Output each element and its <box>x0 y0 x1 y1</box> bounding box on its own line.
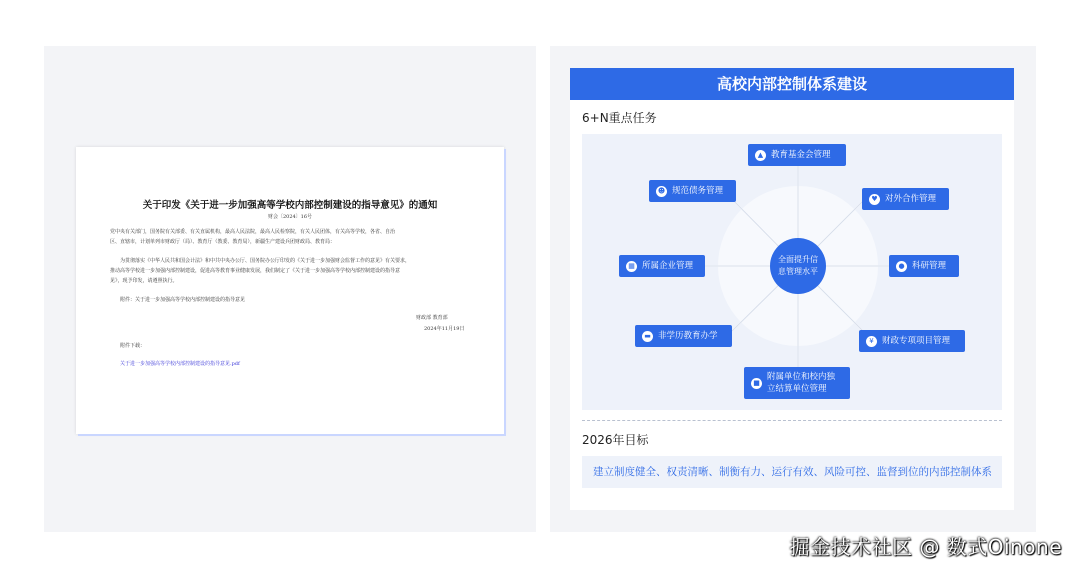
watermark: 掘金技术社区 @ 数式Oinone <box>789 535 1062 559</box>
document-panel <box>44 46 536 532</box>
document-date: 2024年11月19日 <box>424 326 465 332</box>
infographic-card <box>570 68 1014 510</box>
task-node-research: ● 科研管理 <box>889 255 959 277</box>
task-node-enterprises: ▦ 所属企业管理 <box>619 255 705 277</box>
goal-statement: 建立制度健全、权责清晰、制衡有力、运行有效、风险可控、监督到位的内部控制体系 <box>582 456 1002 488</box>
recipients-line-1: 党中央有关部门，国务院有关部委、有关直属机构，最高人民法院，最高人民检察院，有关人民团体，有关高等学校，各省、自治 <box>110 229 396 235</box>
body-line-1: 为贯彻落实《中华人民共和国会计法》和中共中央办公厅、国务院办公厅印发的《关于进一步加强财会监督工作的意见》有关要求， <box>120 258 411 264</box>
enterprise-icon: ▦ <box>626 261 637 272</box>
center-goal <box>770 238 826 294</box>
section-2026-goal-title: 2026年目标 <box>582 433 649 447</box>
infographic-title: 高校内部控制体系建设 <box>570 68 1014 100</box>
task-node-affiliated-units: ■ 附属单位和校内独 立结算单位管理 <box>744 367 850 399</box>
money-bag-icon: ¥ <box>866 336 877 347</box>
people-icon: ☻ <box>657 186 666 195</box>
microscope-icon: ● <box>896 261 907 272</box>
section-key-tasks-title: 6+N重点任务 <box>582 111 657 125</box>
task-diagram <box>582 134 1002 410</box>
task-node-special-funds: ¥ 财政专项项目管理 <box>859 330 965 352</box>
task-node-debt: ☻ 规范债务管理 <box>649 180 736 202</box>
download-label: 附件下载： <box>120 343 146 349</box>
body-line-2: 推动高等学校进一步加强内部控制建设，促进高等教育事业健康发展，我们制定了《关于进一步加强高等学校内部控制建设的指导意 <box>110 268 401 274</box>
notice-document <box>76 147 504 434</box>
task-node-non-degree: ▬ 非学历教育办学 <box>635 325 732 347</box>
recipients-line-2: 区、直辖市，计划单列市财政厅（局）、教育厅（教委、教育局），新疆生产建设兵团财政局、教育局： <box>110 239 336 245</box>
center-goal-line-2: 息管理水平 <box>778 267 818 276</box>
infographic-panel <box>550 46 1036 532</box>
attachment-line: 附件：关于进一步加强高等学校内部控制建设的指导意见 <box>120 297 246 303</box>
attachment-download-link[interactable]: 关于进一步加强高等学校内部控制建设的指导意见.pdf <box>120 361 240 367</box>
body-line-3: 见》，现予印发，请遵照执行。 <box>110 278 178 284</box>
book-icon: ▬ <box>642 331 653 342</box>
signatory: 财政部 教育部 <box>416 315 448 321</box>
graduation-cap-icon: ▲ <box>755 150 766 161</box>
section-divider <box>582 420 1002 421</box>
task-node-foundation: ▲ 教育基金会管理 <box>748 144 846 166</box>
task-node-cooperation: ♥ 对外合作管理 <box>862 188 949 210</box>
center-goal-line-1: 全面提升信 <box>778 255 818 264</box>
document-title: 关于印发《关于进一步加强高等学校内部控制建设的指导意见》的通知 <box>142 200 438 211</box>
document-number: 财会〔2024〕16号 <box>267 214 313 220</box>
building-icon: ■ <box>751 378 762 389</box>
handshake-icon: ♥ <box>869 194 880 205</box>
